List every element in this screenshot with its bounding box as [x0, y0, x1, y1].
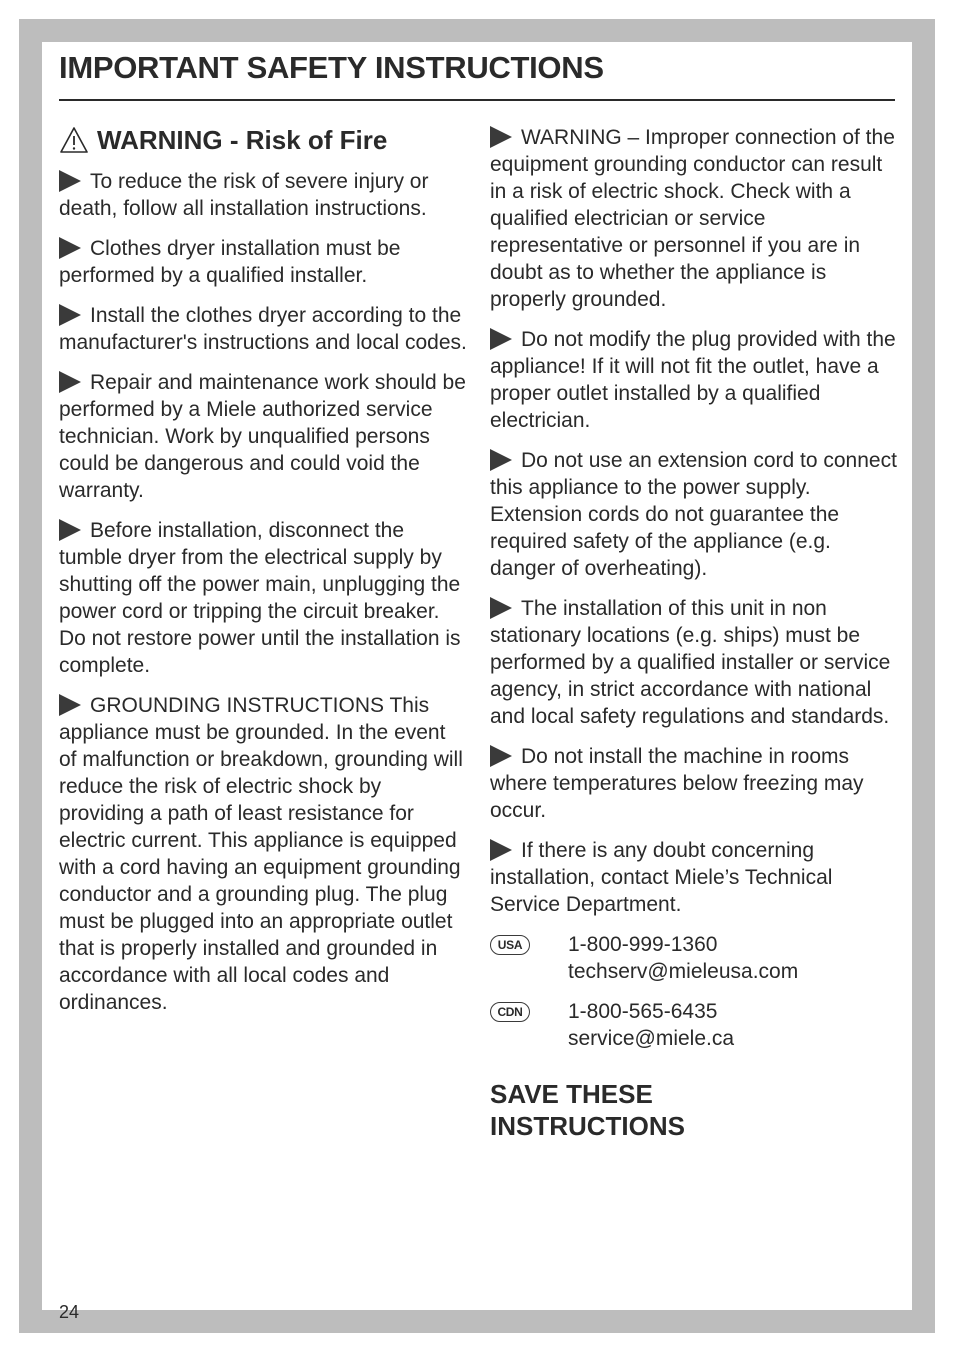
safety-paragraph: If there is any doubt concerning installation, contact Miele’s Technical Service Department. — [490, 839, 833, 916]
arrow-right-icon — [490, 126, 512, 148]
warning-triangle-icon — [59, 126, 89, 154]
grounding-paragraph: GROUNDING INSTRUCTIONS This appliance must be grounded. In the event of malfunction or breakdown, grounding will reduce the risk of electric shock by providing a path of least resistance for electric current. This appliance is equipped with a cord having an equipment grounding conductor and a grounding plug. The plug must be plugged into an appropriate outlet that is properly installed and grounded in accordance with all local codes and ordinances. — [59, 694, 463, 1014]
phone-number: 1-800-565-6435 — [568, 1000, 718, 1023]
title-divider — [59, 99, 895, 101]
arrow-right-icon — [59, 371, 81, 393]
safety-paragraph: Do not install the machine in rooms where temperatures below freezing may occur. — [490, 745, 864, 822]
contact-cdn — [490, 998, 900, 1052]
safety-paragraph: Clothes dryer installation must be performed by a qualified installer. — [59, 237, 401, 287]
safety-paragraph: Do not modify the plug provided with the appliance! If it will not fit the outlet, have a proper outlet installed by a qualified electrician. — [490, 328, 896, 432]
safety-paragraph: The installation of this unit in non stationary locations (e.g. ships) must be performed by a qualified installer or service agency, in strict accordance with national and local safety regulations and standards. — [490, 597, 891, 728]
page-number: 24 — [59, 1302, 80, 1322]
safety-paragraph: To reduce the risk of severe injury or death, follow all installation instructions. — [59, 170, 429, 220]
warning-heading-text: WARNING - Risk of Fire — [97, 125, 388, 155]
left-column — [59, 124, 467, 1029]
country-badge-usa: USA — [490, 935, 530, 955]
contact-usa — [490, 931, 900, 985]
arrow-right-icon — [59, 237, 81, 259]
safety-paragraph: Install the clothes dryer according to the manufacturer's instructions and local codes. — [59, 304, 467, 354]
arrow-right-icon — [490, 839, 512, 861]
email-address: service@miele.ca — [568, 1027, 735, 1050]
arrow-right-icon — [490, 597, 512, 619]
phone-number: 1-800-999-1360 — [568, 933, 718, 956]
arrow-right-icon — [59, 694, 81, 716]
arrow-right-icon — [59, 170, 81, 192]
safety-paragraph: Do not use an extension cord to connect this appliance to the power supply. Extension cords do not guarantee the required safety of the appliance (e.g. danger of overheating). — [490, 449, 897, 580]
safety-paragraph: WARNING – Improper connection of the equipment grounding conductor can result in a risk of electric shock. Check with a qualified electrician or service representative or personnel if you are in doubt as to whether the appliance is properly grounded. — [490, 126, 895, 311]
arrow-right-icon — [490, 328, 512, 350]
page-title: IMPORTANT SAFETY INSTRUCTIONS — [59, 50, 604, 85]
right-column — [490, 124, 900, 1142]
country-badge-cdn: CDN — [490, 1002, 530, 1022]
arrow-right-icon — [490, 745, 512, 767]
email-address: techserv@mieleusa.com — [568, 960, 799, 983]
safety-paragraph: Repair and maintenance work should be performed by a Miele authorized service technician. Work by unqualified persons could be dangerous and could void the warranty. — [59, 371, 466, 502]
arrow-right-icon — [59, 519, 81, 541]
safety-paragraph: Before installation, disconnect the tumble dryer from the electrical supply by shutting off the power main, unplugging the power cord or tripping the circuit breaker. Do not restore power until the installation is complete. — [59, 519, 461, 677]
arrow-right-icon — [59, 304, 81, 326]
save-instructions-heading: SAVE THESE INSTRUCTIONS — [490, 1079, 685, 1141]
arrow-right-icon — [490, 449, 512, 471]
warning-heading — [59, 124, 467, 156]
